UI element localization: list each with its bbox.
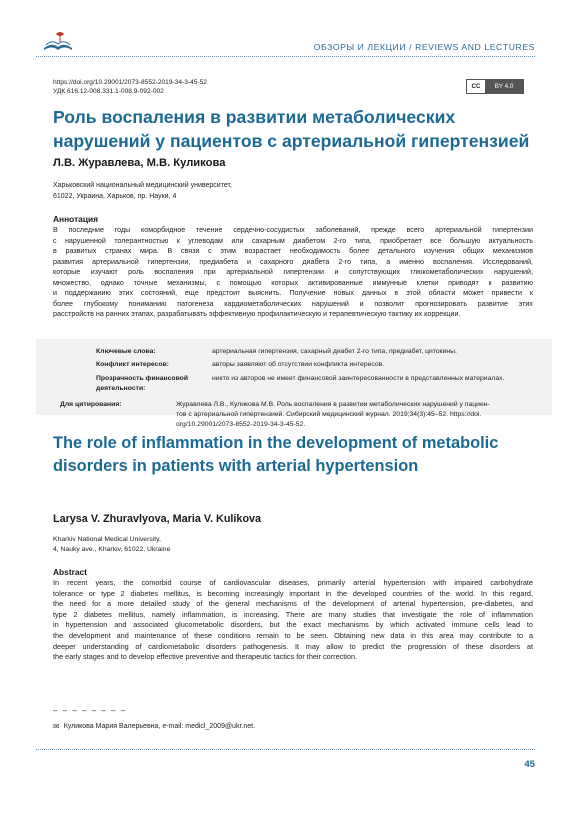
abstract-line: множество, однако точные механизмы, с помощью которых активированные иммунные клетки приводят к развитию [53, 278, 533, 287]
funding-label [96, 374, 204, 394]
abstract-line: tolerance or type 2 diabetes mellitus, is becoming increasingly important in the developed countries of the world. In this regard, [53, 588, 533, 598]
license-label: BY 4.0 [485, 80, 523, 93]
affiliation-line: Харьковский национальный медицинский университет, [53, 182, 232, 189]
article-title-ru [53, 105, 533, 153]
abstract-heading-en: Abstract [53, 567, 87, 577]
header-divider [36, 56, 535, 57]
keywords-value: артериальная гипертензия, сахарный диабет 2-го типа, предиабет, цитокины. [212, 348, 457, 355]
authors-en: Larysa V. Zhuravlyova, Maria V. Kulikova [53, 513, 262, 525]
keywords-label: Ключевые слова: [96, 348, 156, 355]
affiliation-en [53, 535, 353, 555]
section-header: ОБЗОРЫ И ЛЕКЦИИ / REVIEWS AND LECTURES [313, 42, 535, 52]
abstract-line: в развитых странах мира. В связи с этим возрастает необходимость более детального изучения общих механизмов [53, 247, 533, 256]
abstract-line: и поддержанию этих состояний, еще предстоит выяснить. Получение новых данных в этой области может привести к [53, 289, 533, 298]
abstract-line: более глубокому пониманию патогенеза кардиометаболических нарушений и позволит прогнозировать развитие этих [53, 299, 533, 308]
abstract-line: расстройств на ранних этапах, разрабатывать эффективную профилактическую и терапевтическую тактику их коррекции. [53, 310, 461, 319]
envelope-icon: ✉ [53, 722, 60, 731]
abstract-line: развития артериальной гипертензии, предиабета и сахарного диабета 2-го типа, а именно воспаления. Исследований, [53, 257, 533, 266]
page-number: 45 [524, 759, 535, 770]
corresponding-author [53, 722, 255, 731]
citation-label: Для цитирования: [60, 401, 122, 408]
abstract-line: the need for a more detailed study of the general mechanisms of the development of arterial hypertension, pre-diabetes, and [53, 599, 533, 609]
abstract-ru [53, 225, 533, 320]
doi-link[interactable]: https://doi.org/10.29001/2073-8552-2019-34-3-45-52 [53, 79, 207, 86]
abstract-line: In recent years, the comorbid course of cardiovascular diseases, primarily arterial hypertension with impaired carbohydrate [53, 578, 533, 587]
journal-logo [38, 28, 78, 56]
abstract-line: the early stages and to develop effective preventive and therapeutic tactics for their correction. [53, 652, 358, 662]
abstract-line: В последние годы коморбидное течение сердечно-сосудистых заболеваний, прежде всего артериальной гипертензии [53, 226, 533, 234]
abstract-line: deeper understanding of cardiometabolic disorders pathogenesis. It may allow to predict the progression of these disorders at [53, 641, 533, 651]
affiliation-line: Kharkiv National Medical University, [53, 536, 161, 543]
udk-code: УДК 616.12-008.331.1-008.9-092-002 [53, 88, 164, 95]
title-line: disorders in patients with arterial hypertension [53, 457, 419, 475]
affiliation-line: 4, Nauky ave., Kharkiv, 61022, Ukraine [53, 546, 171, 553]
footnote-divider: – – – – – – – – [53, 706, 127, 715]
authors-ru: Л.В. Журавлева, М.В. Куликова [53, 157, 226, 169]
funding-value: никто из авторов не имеет финансовой заинтересованности в представленных материалах. [212, 375, 505, 382]
abstract-line: in hypertension and associated glucometabolic disorders, but the exact mechanisms by which activated immune cells lead to [53, 620, 533, 630]
conflict-value: авторы заявляют об отсутствии конфликта интересов. [212, 361, 385, 368]
conflict-label: Конфликт интересов: [96, 361, 169, 368]
license-badge[interactable] [466, 79, 524, 94]
affiliation-ru [53, 181, 453, 202]
abstract-line: с нарушенной толерантностью к углеводам или сахарным диабетом 2-го типа, приобретает все большую актуальность [53, 236, 533, 245]
abstract-heading-ru: Аннотация [53, 214, 99, 224]
citation-value [176, 400, 536, 430]
title-line: Роль воспаления в развитии метаболических [53, 107, 456, 127]
affiliation-line: 61022, Украина, Харьков, пр. Науки, 4 [53, 192, 177, 200]
abstract-line: the development and maintenance of these conditions remain to be seen. Obtaining new data in this area may contribute to a [53, 630, 533, 640]
article-title-en [53, 432, 543, 478]
citation-line: Журавлева Л.В., Куликова М.В. Роль воспаления в развитии метаболических нарушений у пациен- [176, 401, 490, 408]
footer-divider [36, 749, 535, 750]
contact-text[interactable]: Куликова Мария Валерьевна, e-mail: medicl_2009@ukr.net. [63, 723, 256, 730]
funding-label-line: Прозрачность финансовой [96, 375, 188, 382]
cc-icon: CC [471, 83, 481, 90]
title-line: нарушений у пациентов с артериальной гипертензией [53, 131, 530, 151]
citation-line: тов с артериальной гипертензией. Сибирский медицинский журнал. 2019;34(3):45–52. https://doi. [176, 411, 482, 418]
article-meta [53, 78, 207, 96]
abstract-line: которые изучают роль воспаления при артериальной гипертензии и сопутствующих глюкометаболических нарушений, [53, 268, 533, 277]
funding-label-line: деятельности: [96, 385, 146, 392]
title-line: The role of inflammation in the development of metabolic [53, 434, 499, 452]
abstract-line: type 2 diabetes mellitus, namely inflammation, is increasing. There are many studies that investigate the role of inflammation [53, 609, 533, 619]
abstract-en [53, 578, 533, 663]
citation-line: org/10.29001/2073-8552-2019-34-3-45-52. [176, 421, 306, 428]
